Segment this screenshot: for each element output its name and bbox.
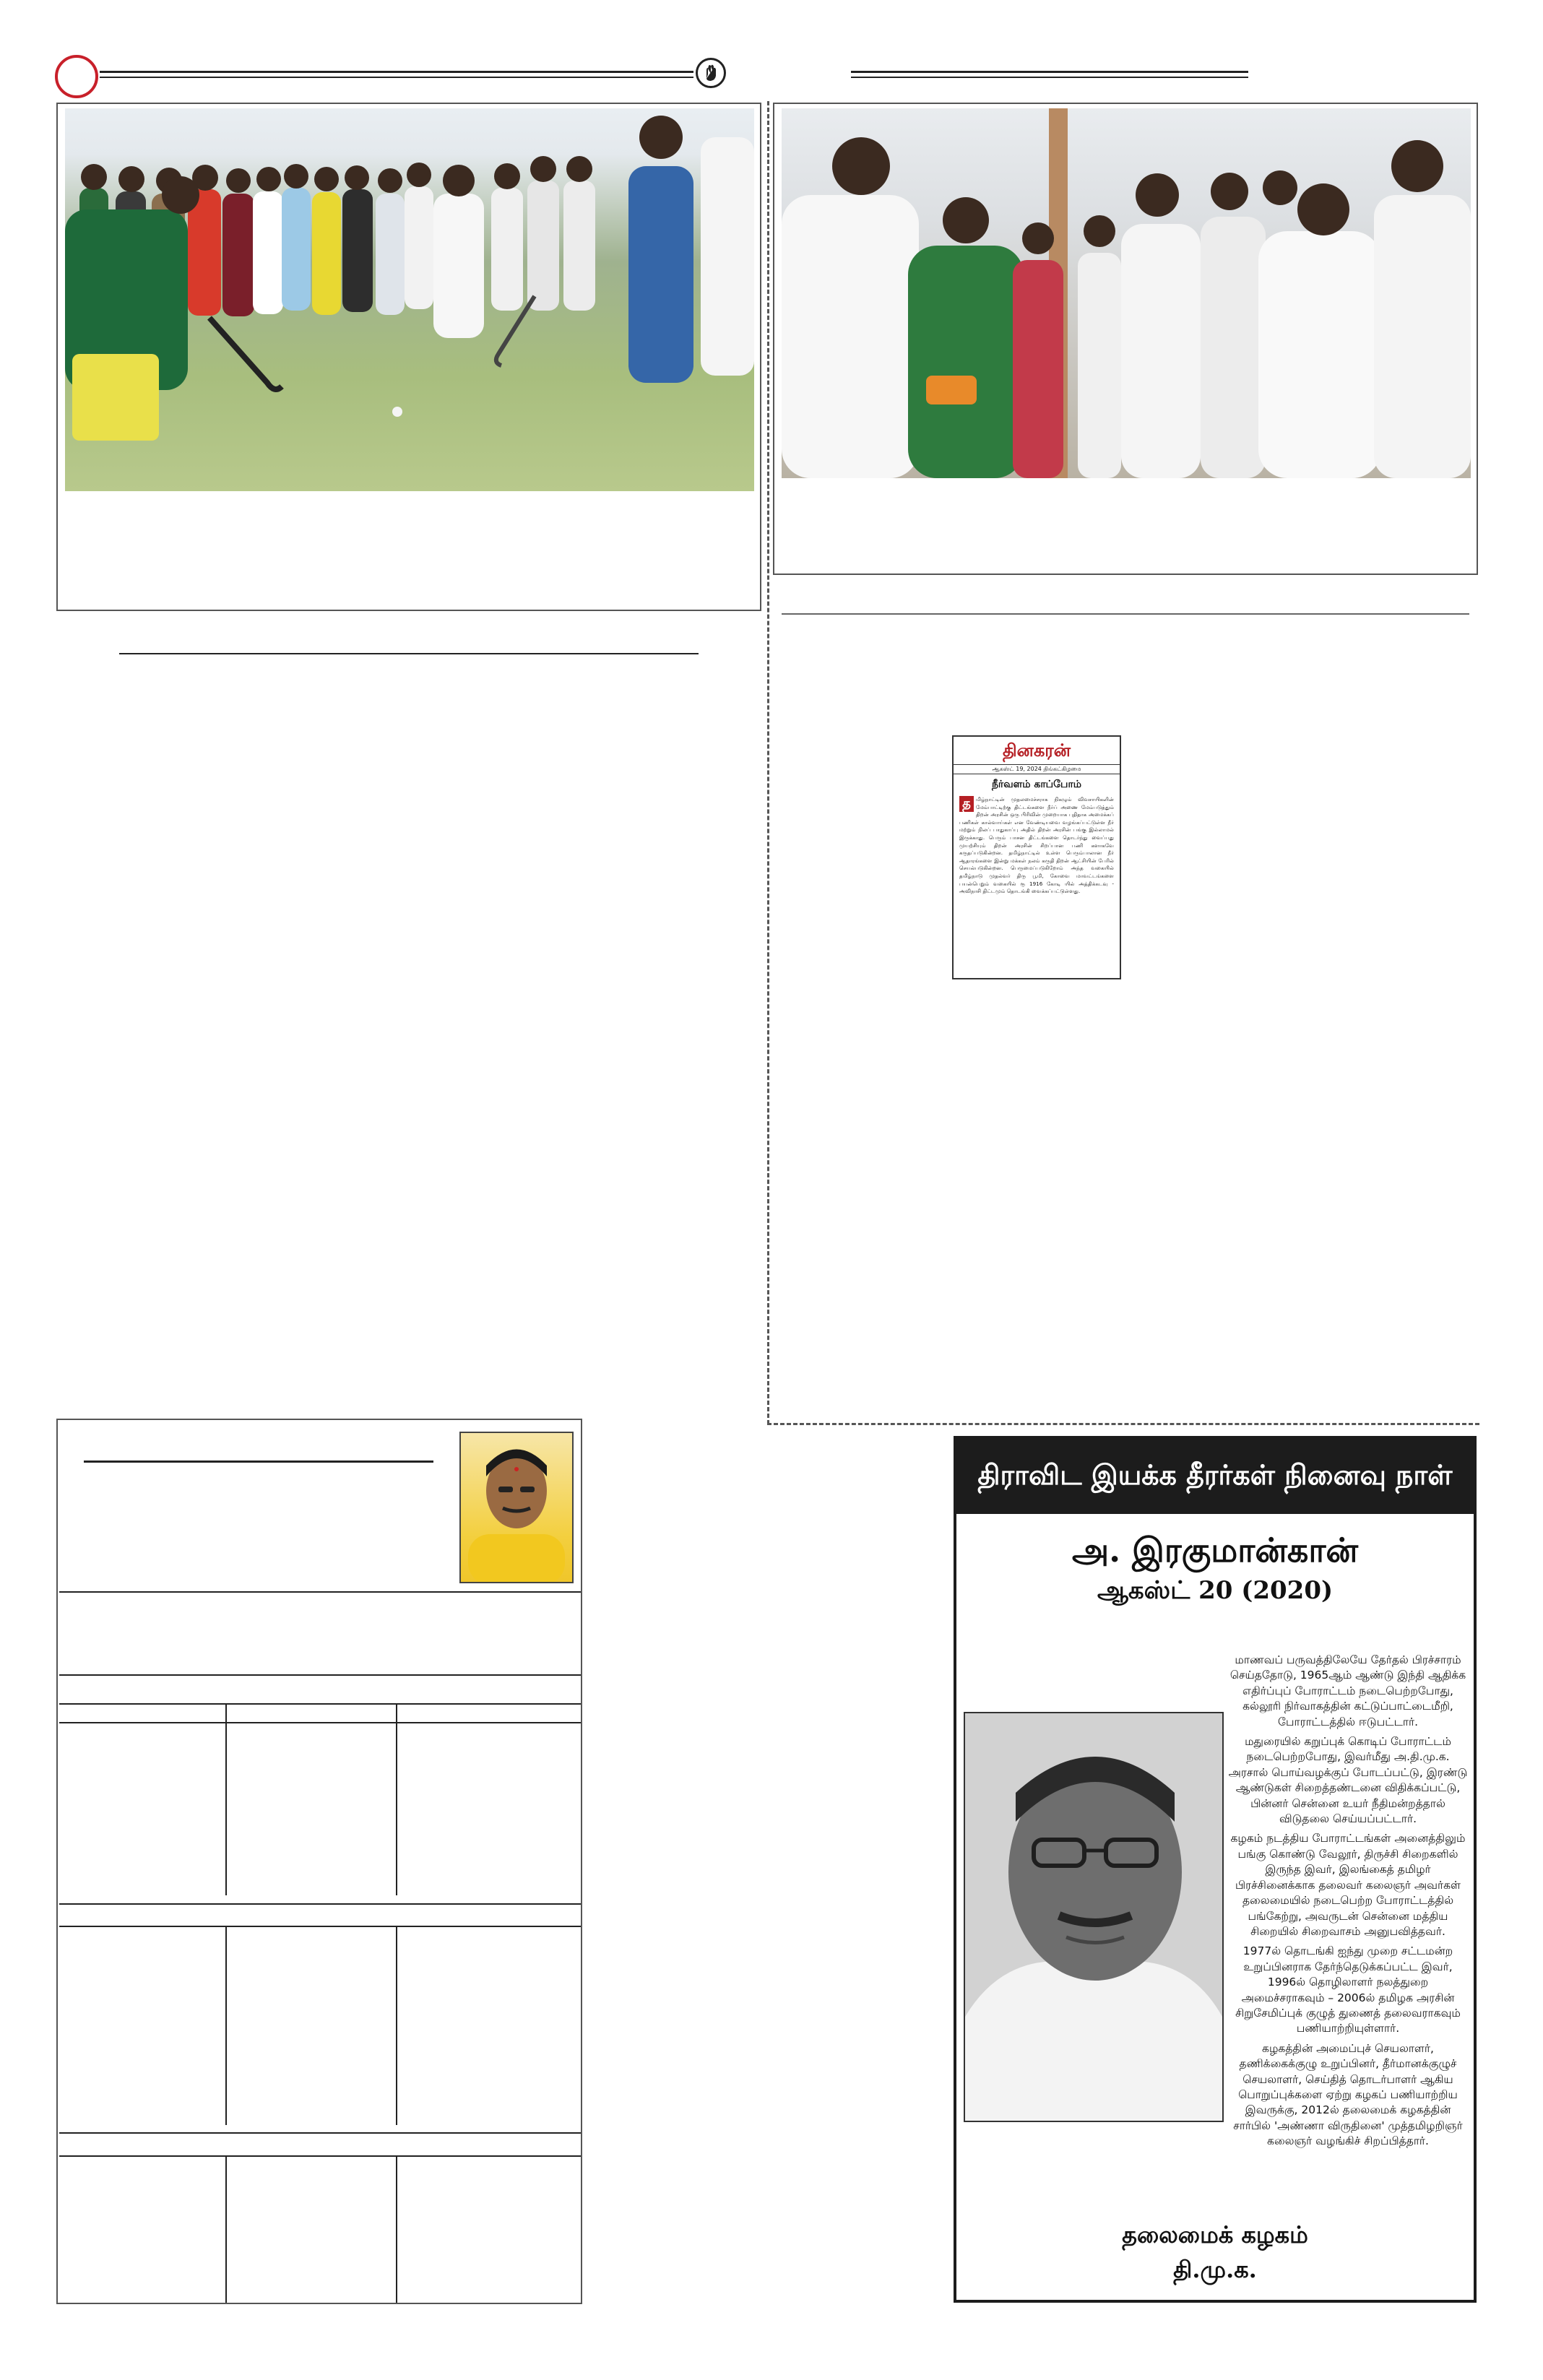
form-rule-3: [59, 1703, 581, 1705]
form-rule-7: [59, 2132, 581, 2134]
clipping-date: ஆகஸ்ட் 19, 2024 திங்கட்கிழமை: [954, 764, 1120, 774]
form-rule-5: [59, 1903, 581, 1905]
memorial-para-4: 1977ல் தொடங்கி ஐந்து முறை சட்டமன்ற உறுப்பினராக தேர்ந்தெடுக்கப்பட்ட இவர், 1996ல் தொழிலாளர் நலத்துறை அமைச்சராகவும் – 2006ல் தமிழக அரசின் சிறுசேமிப்புக் குழுத் துணைத் தலைவராகவும் பணியாற்றியுள்ளார்.: [1235, 1944, 1461, 2035]
memorial-name: அ. இரகுமான்கான்: [1072, 1531, 1358, 1570]
form-rule-2: [59, 1674, 581, 1676]
page-number-circle: [55, 55, 98, 98]
memorial-banner: [956, 1439, 1474, 1514]
header-rule-left-top: [100, 71, 693, 73]
profile-photo: [459, 1432, 574, 1583]
form-col-sep-a3: [225, 2155, 227, 2303]
header-rule-right-top: [851, 71, 1248, 73]
profile-title-rule: [84, 1461, 433, 1463]
clipping-masthead: தினகரன்: [1003, 740, 1071, 761]
hand-emblem-icon: [696, 58, 726, 88]
rule-under-hockey: [119, 653, 699, 654]
header-rule-left-bottom: [100, 77, 693, 78]
memorial-portrait: [964, 1712, 1224, 2122]
header-rule-right-bottom: [851, 77, 1248, 78]
memorial-sign-1: தலைமைக் கழகம்: [1122, 2221, 1308, 2249]
form-col-sep-b1: [396, 1703, 397, 1895]
memorial-para-5: கழகத்தின் அமைப்புச் செயலாளர், தணிக்கைக்குழு உறுப்பினர், தீர்மானக்குழுச் செயலாளர், செய்தித் தொடர்பாளர் ஆகிய பொறுப்புக்களை ஏற்று கழகப் பணியாற்றிய இவருக்கு, 2012ல் தலைமைக் கழகத்தின் சார்பில் 'அண்ணா விருதினை' முத்தமிழறிஞர் கலைஞர் வழங்கிச் சிறப்பித்தார்.: [1233, 2041, 1463, 2148]
column-divider: [767, 101, 769, 1424]
memorial-para-2: மதுரையில் கறுப்புக் கொடிப் போராட்டம் நடைபெற்றபோது, இவர்மீது அ.தி.மு.க. அரசால் பொய்வழக்குப் போடப்பட்டு, இரண்டு ஆண்டுகள் சிறைத்தண்டனை விதிக்கப்பட்டு, பின்னர் சென்னை உயர் நீதிமன்றத்தால் விடுதலை செய்யப்பட்டார்.: [1228, 1735, 1468, 1826]
memorial-para-3: கழகம் நடத்திய போராட்டங்கள் அனைத்திலும் பங்கு கொண்டு வேலூர், திருச்சி சிறைகளில் இருந்த இவர், இலங்கைத் தமிழர் பிரச்சினைக்காக தலைவர் கலைஞர் அவர்கள் தலைமையில் நடைபெற்ற போராட்டத்தில் பங்கேற்று, அவருடன் சென்னை மத்திய சிறையில் சிறைவாசம் அனுபவித்தவர்.: [1230, 1832, 1466, 1938]
clipping-headline: நீர்வளம் காப்போம்: [991, 779, 1082, 790]
clipping-drop-cap: த: [959, 796, 974, 812]
memorial-para-1: மாணவப் பருவத்திலேயே தேர்தல் பிரச்சாரம் செய்ததோடு, 1965ஆம் ஆண்டு இந்தி ஆதிக்க எதிர்ப்புப் போராட்டம் நடைபெற்றபோது, கல்லூரி நிர்வாகத்தின் கட்டுப்பாட்டைமீறி, போராட்டத்தில் ஈடுபட்டார்.: [1229, 1653, 1466, 1728]
form-rule-6: [59, 1926, 581, 1927]
rule-right-column: [782, 613, 1469, 615]
memorial-banner-title: திராவிட இயக்க தீரர்கள் நினைவு நாள்: [977, 1458, 1453, 1491]
memorial-sign-2: தி.மு.க.: [1173, 2256, 1257, 2283]
form-rule-1: [59, 1591, 581, 1593]
memorial-date: ஆகஸ்ட் 20 (2020): [1097, 1576, 1334, 1605]
form-rule-8: [59, 2155, 581, 2157]
newspaper-clipping: [952, 735, 1121, 979]
memorial-text: [1225, 1653, 1471, 2150]
group-photo: [782, 108, 1471, 478]
form-col-sep-a2: [225, 1926, 227, 2125]
form-rule-4: [59, 1722, 581, 1723]
clipping-body: மிழ்நாட்டின் முதலமைச்சராக நிகழும் விவசாயிகளின் மேம்பாட்டிற்கு திட்டங்களை நீர்ப் அணை மேம்படுத்தும் திறன் அரசின் ஒரு பிரிவின் முறையாக புதிதாக அமைக்கப் பணிகள் கால்வாய்கள் என வேண்டியவை வழங்கப்பட்டுள்ள நீர் மற்றும் நிலப் பாதுகாப்பு அதில் திறன் அரசின் பங்கு இல்லாமல் இருக்காது. பெரும் பாசன திட்டங்களை தொடர்ந்து வைப்பது முயற்சியும் திறன் அரசின் சிறப்பான பணி களாகவே கருதப்படுகின்றன. தமிழ்நாட்டில் உள்ள பெரும்பாலான நீர் ஆதாரங்களை இன்று மக்கள் நலம் கருதி திறன் ஆட்சியின் பேரில் செயல்படுகின்றன. பெருமைப்படுகிறோம் அந்த வகையில் தமிழ்நாடு முதல்வர் திரு பூமி, கோவை மாவட்டங்களை பயன்பெறும் வகையில் ரூ 1916 கோடி யில் அத்திக்கடவு - அவிநாசி திட்டமும் தொடங்கி வைக்கப்பட்டுள்ளது.: [959, 796, 1114, 895]
form-col-sep-b2: [396, 1926, 397, 2125]
hockey-photo: [65, 108, 754, 491]
form-col-sep-a1: [225, 1703, 227, 1895]
form-col-sep-b3: [396, 2155, 397, 2303]
section-divider: [767, 1423, 1479, 1425]
